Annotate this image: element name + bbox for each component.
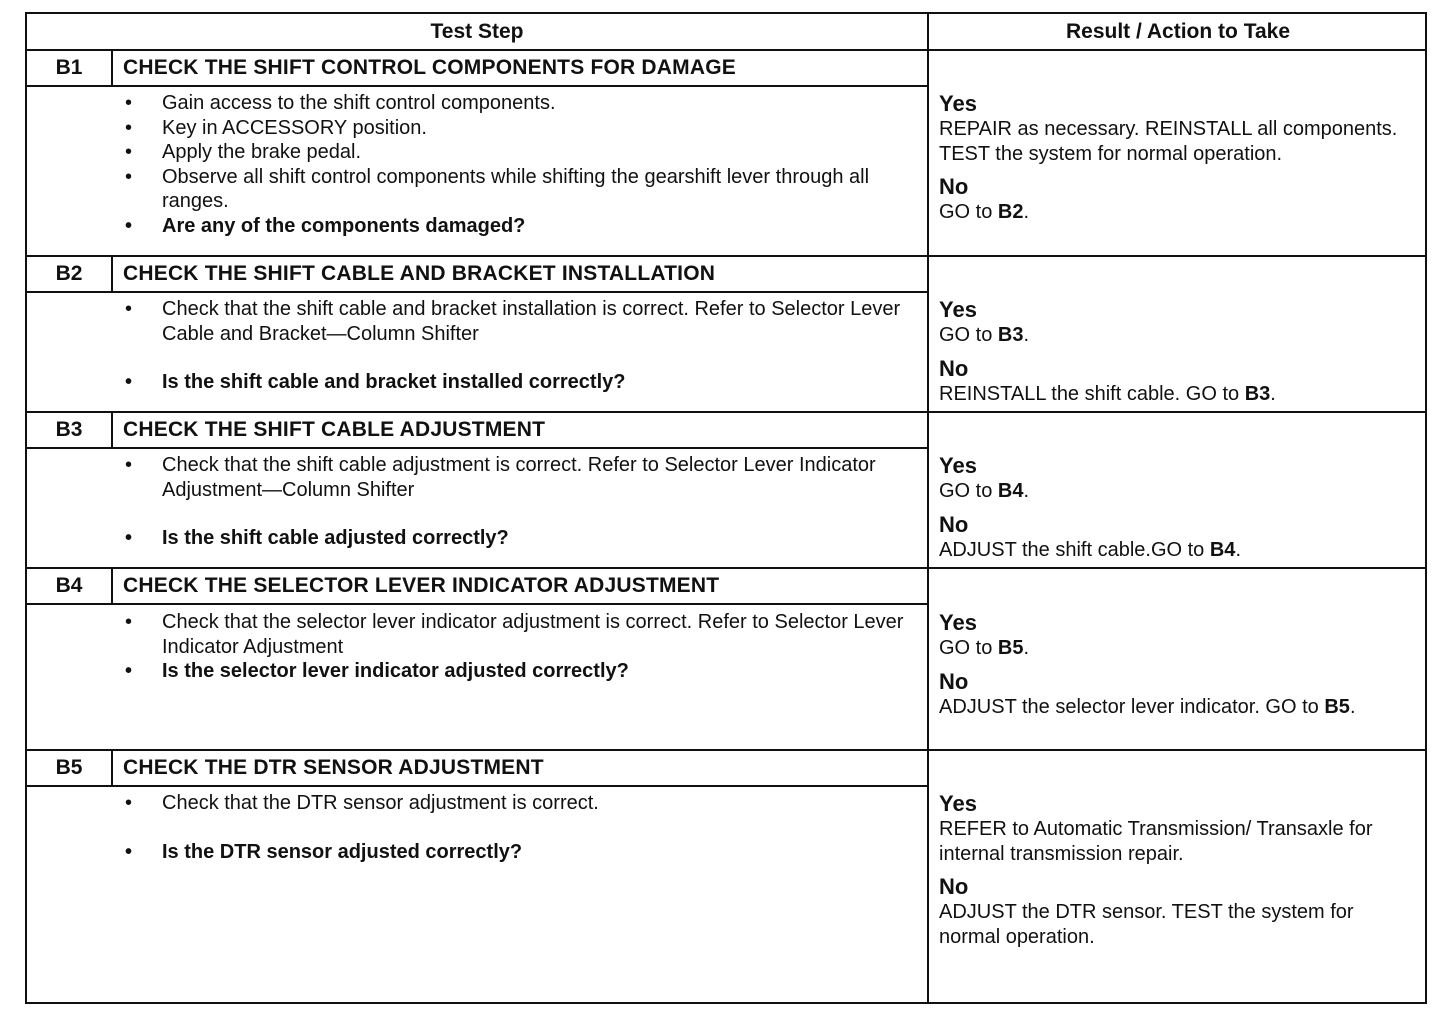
step-bullets <box>122 453 912 551</box>
yes-action: GO to B4. <box>939 480 1030 502</box>
step-question: • Is the shift cable and bracket installed correctly? <box>122 370 912 395</box>
step-title: CHECK THE DTR SENSOR ADJUSTMENT <box>123 756 544 779</box>
yes-action: GO to B3. <box>939 324 1030 346</box>
title-underline <box>27 447 927 449</box>
bullet-item: • Check that the shift cable and bracket installation is correct. Refer to Selector Lever Cable and Bracket—Column Shifter <box>122 297 912 346</box>
yes-label: Yes <box>939 453 977 478</box>
result-block <box>939 791 1419 949</box>
title-underline <box>27 603 927 605</box>
result-block <box>939 453 1419 562</box>
no-action: GO to B2. <box>939 201 1030 223</box>
step-reference: B4 <box>1209 538 1236 561</box>
step-id: B5 <box>55 756 83 779</box>
result-block <box>939 610 1419 719</box>
step-id: B3 <box>55 418 83 441</box>
no-action: ADJUST the DTR sensor. TEST the system for normal operation. <box>939 901 1354 948</box>
step-id: B4 <box>55 574 83 597</box>
step-title: CHECK THE SELECTOR LEVER INDICATOR ADJUSTMENT <box>123 574 720 597</box>
no-label: No <box>939 174 969 199</box>
step-reference: B5 <box>1324 695 1350 718</box>
title-underline <box>27 85 927 87</box>
title-underline <box>27 291 927 293</box>
row-divider <box>27 255 1427 257</box>
row-divider <box>27 749 1427 751</box>
step-question: • Is the selector lever indicator adjusted correctly? <box>122 659 912 684</box>
no-label: No <box>939 668 969 694</box>
step-bullets <box>122 91 912 238</box>
no-label: No <box>939 511 969 537</box>
step-reference: B2 <box>997 201 1024 223</box>
diagnostic-table <box>25 12 1427 1004</box>
step-id-separator <box>111 413 113 448</box>
step-reference: B3 <box>997 324 1024 346</box>
step-title: CHECK THE SHIFT CABLE ADJUSTMENT <box>123 418 546 441</box>
yes-label: Yes <box>939 297 977 322</box>
step-bullets <box>122 610 912 684</box>
step-question: • Is the shift cable adjusted correctly? <box>122 526 912 551</box>
step-id-separator <box>111 51 113 86</box>
step-id-separator <box>111 257 113 292</box>
bullet-item: • Gain access to the shift control components. <box>122 91 912 116</box>
bullet-item: • Key in ACCESSORY position. <box>122 116 912 141</box>
bullet-item: • Check that the shift cable adjustment is correct. Refer to Selector Lever Indicator Adjustment—Column Shifter <box>122 453 912 502</box>
step-reference: B5 <box>997 637 1024 659</box>
yes-label: Yes <box>939 791 977 816</box>
step-reference: B3 <box>1244 382 1271 405</box>
step-id-separator <box>111 569 113 604</box>
step-reference: B4 <box>997 480 1024 502</box>
yes-action: REFER to Automatic Transmission/ Transaxle for internal transmission repair. <box>939 818 1373 865</box>
no-label: No <box>939 355 969 381</box>
yes-label: Yes <box>939 610 977 635</box>
bullet-item: • Observe all shift control components while shifting the gearshift lever through all ranges. <box>122 165 912 214</box>
result-block <box>939 297 1419 406</box>
header-test-step: Test Step <box>430 20 524 43</box>
step-id: B2 <box>55 262 83 285</box>
no-action: ADJUST the shift cable.GO to B4. <box>939 538 1241 561</box>
no-label: No <box>939 874 969 899</box>
row-divider <box>27 411 1427 413</box>
no-action: ADJUST the selector lever indicator. GO to B5. <box>939 695 1356 718</box>
yes-action: REPAIR as necessary. REINSTALL all components. TEST the system for normal operation. <box>939 118 1398 165</box>
bullet-item: • Check that the selector lever indicator adjustment is correct. Refer to Selector Lever Indicator Adjustment <box>122 610 912 659</box>
title-underline <box>27 785 927 787</box>
bullet-item: • Check that the DTR sensor adjustment is correct. <box>122 791 912 816</box>
bullet-item: • Apply the brake pedal. <box>122 140 912 165</box>
header-result-action: Result / Action to Take <box>1065 20 1291 43</box>
step-bullets <box>122 297 912 395</box>
yes-action: GO to B5. <box>939 637 1030 659</box>
step-title: CHECK THE SHIFT CONTROL COMPONENTS FOR DAMAGE <box>123 56 736 79</box>
step-id-separator <box>111 751 113 786</box>
step-question: • Are any of the components damaged? <box>122 214 912 239</box>
step-question: • Is the DTR sensor adjusted correctly? <box>122 840 912 865</box>
step-id: B1 <box>55 56 83 79</box>
yes-label: Yes <box>939 91 977 116</box>
result-block <box>939 91 1419 225</box>
column-divider <box>927 14 929 1004</box>
step-bullets <box>122 791 912 864</box>
row-divider <box>27 567 1427 569</box>
header-divider <box>27 49 1427 51</box>
step-title: CHECK THE SHIFT CABLE AND BRACKET INSTALLATION <box>123 262 716 285</box>
no-action: REINSTALL the shift cable. GO to B3. <box>939 382 1276 405</box>
